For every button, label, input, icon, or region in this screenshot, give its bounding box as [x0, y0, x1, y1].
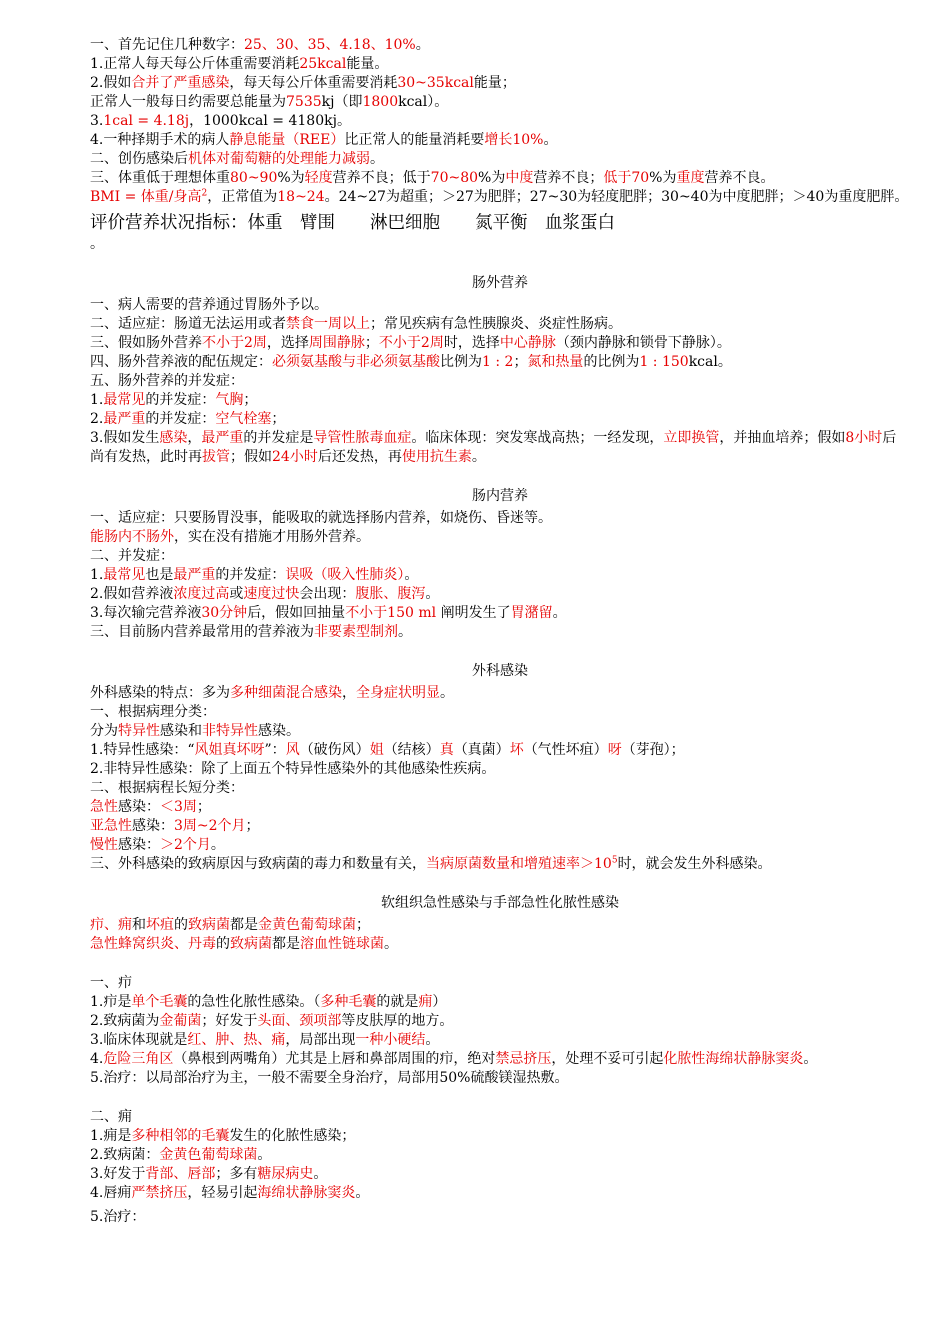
text-run: ，选择: [266, 335, 309, 351]
highlight-text: 导管性脓毒血症: [313, 430, 412, 446]
text-run: 正常人一般每日约需要总能量为: [90, 94, 286, 110]
highlight-text: 中度: [505, 170, 534, 186]
text-run: ；: [245, 818, 260, 834]
highlight-text: BMI = 体重/身高: [90, 189, 202, 205]
highlight-text: 慢性: [90, 837, 118, 853]
text-run: ，局部出现: [285, 1032, 356, 1048]
text-run: ，正常值为: [207, 189, 278, 205]
highlight-text: 浓度过高: [173, 586, 230, 602]
text-line: [90, 817, 910, 836]
text-line: [90, 703, 910, 722]
text-run: 后还发热，再: [317, 449, 402, 465]
highlight-text: 姐: [369, 742, 384, 758]
text-run: kj（即: [321, 94, 363, 110]
text-line: [90, 509, 910, 528]
highlight-text: 非特异性: [202, 723, 258, 739]
text-line: [90, 741, 910, 760]
highlight-text: 一种小硬结: [355, 1032, 426, 1048]
text-run: %为: [277, 170, 305, 186]
text-run: 的急性化脓性感染。（: [187, 994, 321, 1010]
section-heading: 外科感染: [472, 663, 528, 679]
highlight-text: 不小于150 ml: [345, 605, 437, 621]
highlight-text: 非要素型制剂: [314, 624, 398, 640]
text-run: 都是: [230, 917, 258, 933]
text-run: （鼻根到两嘴角）尤其是上唇和鼻部周围的疖，绝对: [173, 1051, 496, 1067]
text-run: 2.致病菌为: [90, 1013, 160, 1029]
text-run: 。: [384, 936, 398, 952]
highlight-text: 中心静脉: [499, 335, 556, 351]
text-run: 感染：: [118, 799, 160, 815]
text-run: 4.一种择期手术的病人: [90, 132, 230, 148]
highlight-text: 单个毛囊: [131, 994, 188, 1010]
text-line: [90, 353, 910, 372]
text-run: 的并发症是: [243, 430, 314, 446]
text-line: [90, 429, 910, 467]
text-run: 。: [257, 1147, 272, 1163]
text-run: ；: [356, 917, 370, 933]
text-line: [90, 722, 910, 741]
highlight-text: 溶血性链球菌: [300, 936, 384, 952]
text-run: 。: [210, 837, 225, 853]
text-run: ，每天每公斤体重需要消耗: [229, 75, 398, 91]
highlight-text: 5: [611, 855, 618, 866]
text-line: [90, 410, 910, 429]
highlight-text: 致病菌: [188, 917, 230, 933]
text-line: [90, 93, 910, 112]
text-line: [90, 1050, 910, 1069]
highlight-text: 30~35kcal: [397, 75, 474, 91]
highlight-text: 1 : 150: [639, 354, 689, 370]
text-run: 1.痈是: [90, 1128, 132, 1144]
text-run: 营养不良；: [533, 170, 604, 186]
highlight-text: 痈: [418, 994, 433, 1010]
text-line: [90, 74, 910, 93]
text-line: [90, 1165, 910, 1184]
highlight-text: 最严重: [103, 411, 146, 427]
text-line: [90, 623, 910, 642]
text-run: 营养不良；低于: [332, 170, 431, 186]
highlight-text: 致病菌: [230, 936, 272, 952]
text-run: ）: [432, 994, 447, 1010]
text-line: [90, 547, 910, 566]
highlight-text: 金葡菌: [159, 1013, 202, 1029]
text-run: 能量。: [346, 56, 389, 72]
text-run: （结核）: [383, 742, 440, 758]
highlight-text: 急性蜂窝织炎、丹毒: [90, 936, 216, 952]
highlight-text: 危险三角区: [103, 1051, 174, 1067]
text-run: 的并发症：: [145, 392, 216, 408]
highlight-text: 风: [285, 742, 300, 758]
highlight-text: 全身症状明显: [356, 685, 440, 701]
highlight-text: 严禁挤压: [131, 1185, 188, 1201]
text-line: [90, 1184, 910, 1203]
text-line: [90, 1146, 910, 1165]
highlight-text: 轻度: [304, 170, 333, 186]
text-line: [90, 169, 910, 188]
text-run: 时，选择: [443, 335, 500, 351]
text-line: [90, 1108, 910, 1127]
text-run: 二、适应症：肠道无法运用或者: [90, 316, 286, 332]
highlight-text: 拔管: [202, 449, 230, 465]
text-run: 发生的化脓性感染；: [229, 1128, 356, 1144]
text-run: 。: [370, 151, 384, 167]
text-run: 五、肠外营养的并发症：: [90, 373, 244, 389]
text-run: （芽孢）；: [621, 742, 685, 758]
text-run: 1.正常人每天每公斤体重需要消耗: [90, 56, 300, 72]
text-run: 后，假如回抽量: [247, 605, 346, 621]
text-run: 三、目前肠内营养最常用的营养液为: [90, 624, 314, 640]
text-run: 。: [404, 567, 419, 583]
text-line: [90, 1069, 910, 1088]
highlight-text: 最常见: [103, 392, 146, 408]
highlight-text: 25、30、35、4.18、10%: [244, 37, 416, 53]
text-run: 。: [425, 1032, 440, 1048]
highlight-text: 7535: [286, 94, 322, 110]
text-run: 或: [229, 586, 244, 602]
highlight-text: ＞2个月: [160, 837, 211, 853]
text-run: 一、病人需要的营养通过胃肠外予以。: [90, 297, 328, 313]
highlight-text: 特异性: [118, 723, 160, 739]
text-run: 3.临床体现就是: [90, 1032, 188, 1048]
text-run: 比正常人的能量消耗要: [344, 132, 485, 148]
text-run: 四、肠外营养液的配伍规定：: [90, 354, 272, 370]
highlight-text: 不小于2周: [202, 335, 267, 351]
text-run: 。: [90, 236, 104, 252]
section-heading: 软组织急性感染与手部急性化脓性感染: [381, 895, 619, 911]
text-run: 感染：: [132, 818, 174, 834]
highlight-text: 速度过快: [243, 586, 300, 602]
text-run: 2.假如营养液: [90, 586, 174, 602]
highlight-text: 多种细菌混合感染: [230, 685, 342, 701]
text-run: ；: [271, 411, 286, 427]
text-line: [90, 993, 910, 1012]
highlight-text: 红、肿、热、痛: [187, 1032, 286, 1048]
highlight-text: 急性: [90, 799, 118, 815]
text-line: [90, 1031, 910, 1050]
text-run: 感染。: [258, 723, 300, 739]
highlight-text: 多种毛囊: [320, 994, 377, 1010]
highlight-text: 海绵状静脉窦炎: [257, 1185, 356, 1201]
highlight-text: 24小时: [272, 449, 318, 465]
highlight-text: 2: [201, 188, 208, 199]
text-run: 外科感染的特点：多为: [90, 685, 230, 701]
text-run: ，并抽血培养；假如: [719, 430, 846, 446]
highlight-text: 1 : 2: [482, 354, 514, 370]
text-run: 一、根据病理分类：: [90, 704, 216, 720]
text-run: 一、首先记住几种数字：: [90, 37, 244, 53]
text-line: [90, 684, 910, 703]
highlight-text: 80~90: [230, 170, 278, 186]
text-run: 2.假如: [90, 75, 132, 91]
highlight-text: 最严重: [173, 567, 216, 583]
text-run: %为: [649, 170, 677, 186]
highlight-text: 气胸: [215, 392, 244, 408]
text-run: 后尚有发热，此时再: [90, 430, 897, 465]
text-run: 感染：: [118, 837, 160, 853]
text-line: [90, 296, 910, 315]
highlight-text: 金黄色葡萄球菌: [159, 1147, 258, 1163]
highlight-text: 3周~2个月: [174, 818, 246, 834]
highlight-text: 使用抗生素: [401, 449, 472, 465]
highlight-text: 1cal = 4.18j: [103, 113, 190, 129]
text-run: 一、疖: [90, 975, 132, 991]
highlight-text: ＜3周: [160, 799, 197, 815]
highlight-text: 真: [439, 742, 454, 758]
text-run: （气性坏疽）: [523, 742, 608, 758]
highlight-text: 1800: [362, 94, 399, 110]
text-run: 4.唇痈: [90, 1185, 132, 1201]
highlight-text: 机体对葡萄糖的处理能力减弱: [188, 151, 370, 167]
highlight-text: 背部、唇部: [145, 1166, 216, 1182]
highlight-text: 18~24: [277, 189, 325, 205]
text-line: [90, 566, 910, 585]
text-run: 能量；: [473, 75, 516, 91]
text-run: 时，就会发生外科感染。: [617, 856, 772, 872]
text-run: （颈内静脉和锁骨下静脉）。: [555, 335, 731, 351]
text-run: 1.疖是: [90, 994, 132, 1010]
text-line: [90, 55, 910, 74]
text-run: 2.致病菌：: [90, 1147, 160, 1163]
highlight-text: 感染: [159, 430, 188, 446]
text-run: 1.: [90, 392, 104, 408]
text-run: 5.治疗：以局部治疗为主，一般不需要全身治疗，局部用50%硫酸镁湿热敷。: [90, 1070, 569, 1086]
highlight-text: 最严重: [201, 430, 244, 446]
text-line: [90, 760, 910, 779]
text-run: ，处理不妥可引起: [551, 1051, 664, 1067]
text-run: 都是: [272, 936, 300, 952]
text-run: ”：: [264, 742, 286, 758]
text-run: ；好发于: [201, 1013, 258, 1029]
text-line: [90, 131, 910, 150]
highlight-text: 头面、颈项部: [257, 1013, 342, 1029]
text-run: ，: [187, 430, 202, 446]
text-run: ；: [513, 354, 528, 370]
highlight-text: 必须氨基酸与非必须氨基酸: [272, 354, 440, 370]
highlight-text: 金黄色葡萄球菌: [258, 917, 356, 933]
text-run: 营养不良。: [704, 170, 775, 186]
text-run: ；假如: [230, 449, 272, 465]
highlight-text: 多种相邻的毛囊: [131, 1128, 230, 1144]
highlight-text: 氮和热量: [527, 354, 584, 370]
text-run: %为: [478, 170, 506, 186]
text-run: 评价营养状况指标：体重 臂围 淋巴细胞 氮平衡 血浆蛋白: [90, 213, 615, 233]
text-run: 也是: [145, 567, 174, 583]
text-line: [90, 235, 910, 254]
text-run: （破伤风）: [299, 742, 370, 758]
highlight-text: 坏疽: [146, 917, 174, 933]
text-run: 一、适应症：只要肠胃没事，能吸取的就选择肠内营养，如烧伤、昏迷等。: [90, 510, 552, 526]
highlight-text: 化脓性海绵状静脉窦炎: [663, 1051, 804, 1067]
text-run: 。: [552, 605, 567, 621]
highlight-text: 70~80: [430, 170, 479, 186]
text-line: [90, 1208, 910, 1227]
text-run: 三、假如肠外营养: [90, 335, 202, 351]
text-line: [90, 211, 910, 235]
highlight-text: 静息能量（REE）: [229, 132, 345, 148]
text-line: [90, 315, 910, 334]
text-run: 3.每次输完营养液: [90, 605, 202, 621]
text-run: 。: [425, 586, 440, 602]
text-run: 二、痈: [90, 1109, 132, 1125]
text-run: 4.: [90, 1051, 104, 1067]
text-run: 二、根据病程长短分类：: [90, 780, 244, 796]
text-run: 二、创伤感染后: [90, 151, 188, 167]
section-heading: 肠外营养: [472, 275, 528, 291]
blank-line: [90, 954, 910, 974]
text-line: [90, 604, 910, 623]
text-run: 的: [174, 917, 188, 933]
highlight-text: 8小时: [845, 430, 883, 446]
text-run: ；多有: [215, 1166, 258, 1182]
text-run: 。临床体现：突发寒战高热；一经发现，: [411, 430, 664, 446]
highlight-text: 糖尿病史: [257, 1166, 314, 1182]
highlight-text: 胃潴留: [510, 605, 553, 621]
text-run: 。: [543, 132, 558, 148]
highlight-text: 腹胀、腹泻: [355, 586, 426, 602]
highlight-text: 能肠内不肠外: [90, 529, 174, 545]
highlight-text: 当病原菌数量和增殖速率＞10: [426, 856, 612, 872]
text-line: [90, 1127, 910, 1146]
text-run: 。: [471, 449, 486, 465]
text-run: ，1000kcal = 4180kj。: [189, 113, 351, 129]
highlight-text: 25kcal: [299, 56, 347, 72]
text-line: [90, 974, 910, 993]
highlight-text: 立即换管: [663, 430, 720, 446]
text-line: [90, 916, 910, 935]
text-line: [90, 334, 910, 353]
text-line: [90, 1012, 910, 1031]
text-run: 3.好发于: [90, 1166, 146, 1182]
text-run: ；: [196, 799, 211, 815]
text-run: 。24~27为超重；＞27为肥胖；27~30为轻度肥胖；30~40为中度肥胖；＞40为重度肥胖。: [324, 189, 909, 205]
highlight-text: 坏: [509, 742, 524, 758]
text-run: 的比例为: [583, 354, 640, 370]
text-run: ，轻易引起: [187, 1185, 258, 1201]
text-line: [90, 391, 910, 410]
text-run: 等皮肤厚的地方。: [341, 1013, 454, 1029]
highlight-text: 风姐真坏呀: [194, 742, 265, 758]
text-run: 。: [313, 1166, 328, 1182]
text-run: 会出现：: [299, 586, 356, 602]
text-run: 3.假如发生: [90, 430, 160, 446]
text-line: [90, 188, 910, 207]
highlight-text: 禁忌挤压: [495, 1051, 552, 1067]
text-line: [90, 112, 910, 131]
highlight-text: 增长10%: [484, 132, 544, 148]
text-run: 。: [440, 685, 454, 701]
text-run: 2.非特异性感染：除了上面五个特异性感染外的其他感染性疾病。: [90, 761, 496, 777]
text-run: kcal。: [688, 354, 732, 370]
text-line: [90, 836, 910, 855]
text-run: 2.: [90, 411, 104, 427]
highlight-text: 合并了严重感染: [131, 75, 230, 91]
highlight-text: 误吸（吸入性肺炎）: [285, 567, 405, 583]
text-run: （真菌）: [453, 742, 510, 758]
text-run: 。: [803, 1051, 818, 1067]
highlight-text: 30分钟: [201, 605, 248, 621]
text-run: 。: [355, 1185, 370, 1201]
section-heading: 肠内营养: [472, 488, 528, 504]
text-run: ；: [243, 392, 258, 408]
highlight-text: 不小于2周: [378, 335, 444, 351]
text-run: 的就是: [376, 994, 419, 1010]
text-run: kcal）。: [398, 94, 449, 110]
text-run: 感染和: [160, 723, 202, 739]
text-line: [90, 372, 910, 391]
blank-line: [90, 1088, 910, 1108]
text-line: [90, 798, 910, 817]
highlight-text: 周围静脉: [308, 335, 365, 351]
text-run: 1.特异性感染：“: [90, 742, 195, 758]
text-run: 阐明发生了: [436, 605, 511, 621]
text-run: ；常见疾病有急性胰腺炎、炎症性肠病。: [370, 316, 622, 332]
highlight-text: 重度: [676, 170, 705, 186]
text-run: 3.: [90, 113, 104, 129]
text-run: 分为: [90, 723, 118, 739]
text-run: 三、外科感染的致病原因与致病菌的毒力和数量有关，: [90, 856, 426, 872]
text-run: 。: [398, 624, 412, 640]
text-line: [90, 528, 910, 547]
text-run: 二、并发症：: [90, 548, 174, 564]
highlight-text: 疖、痈: [90, 917, 132, 933]
text-run: 。: [415, 37, 430, 53]
highlight-text: 呀: [607, 742, 622, 758]
text-run: 比例为: [440, 354, 482, 370]
highlight-text: 低于70: [603, 170, 650, 186]
text-run: 的: [216, 936, 230, 952]
highlight-text: 最常见: [103, 567, 146, 583]
text-run: ；: [364, 335, 379, 351]
text-line: [90, 36, 910, 55]
text-run: ，实在没有措施才用肠外营养。: [174, 529, 370, 545]
text-run: 的并发症：: [215, 567, 286, 583]
text-line: [90, 150, 910, 169]
highlight-text: 空气栓塞: [215, 411, 272, 427]
text-line: [90, 779, 910, 798]
text-line: [90, 585, 910, 604]
highlight-text: 亚急性: [90, 818, 132, 834]
text-run: ，: [342, 685, 356, 701]
text-run: 和: [132, 917, 146, 933]
text-run: 三、体重低于理想体重: [90, 170, 230, 186]
text-run: 的并发症：: [145, 411, 216, 427]
text-line: [90, 935, 910, 954]
highlight-text: 禁食一周以上: [286, 316, 370, 332]
text-line: [90, 855, 910, 874]
text-run: 5.治疗：: [90, 1209, 146, 1225]
text-run: 1.: [90, 567, 104, 583]
